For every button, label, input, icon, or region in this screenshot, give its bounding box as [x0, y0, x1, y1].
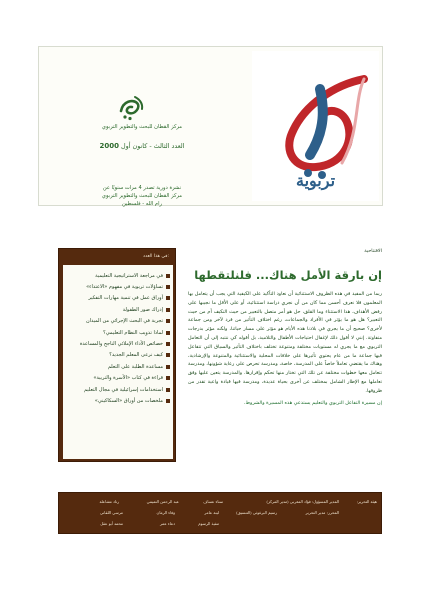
- issue-label: العدد الثالث - كانون أول: [121, 142, 185, 150]
- square-bullet-icon: [166, 342, 170, 346]
- contents-box: [58, 248, 176, 462]
- contents-item[interactable]: [63, 395, 173, 406]
- square-bullet-icon: [166, 331, 170, 335]
- square-bullet-icon: [166, 365, 170, 369]
- contents-item-label: أوراق عمل في تنمية مهارات التفكير: [88, 295, 163, 302]
- contents-item[interactable]: [63, 373, 173, 384]
- square-bullet-icon: [166, 285, 170, 289]
- staff-entry: محمد أبو عقل: [100, 521, 123, 526]
- contents-heading: في هذا العدد:: [143, 254, 169, 259]
- staff-entry: مرسي اللقاني: [99, 510, 123, 515]
- brand-word: تربوية: [295, 171, 336, 190]
- contents-list: [63, 265, 173, 459]
- qattan-logo-icon: [115, 93, 149, 123]
- article-body: [188, 290, 382, 448]
- square-bullet-icon: [166, 353, 170, 357]
- brand-logo: [252, 51, 379, 201]
- contents-item[interactable]: [63, 338, 173, 349]
- center-name: مركز القطان للبحث والتطوير التربوي: [101, 124, 183, 130]
- contents-item-label: لماذا تذويب النظام التعليمي؟: [103, 329, 163, 336]
- contents-item[interactable]: [63, 316, 173, 327]
- staff-label: هيئة التحرير:: [356, 499, 377, 504]
- article-paragraph: إن مسيرة التفاعل التربوي والتعليم يستدعي هذه المسيرة والشروط.: [243, 399, 382, 406]
- square-bullet-icon: [166, 296, 170, 300]
- square-bullet-icon: [166, 399, 170, 403]
- staff-entry: رناد مشاعلة: [99, 499, 119, 504]
- contents-item-label: في مراجعة الاستراتيجية التعليمية: [95, 272, 163, 279]
- masthead: [38, 46, 383, 206]
- contents-item-label: كيف نرعى المعلم الجديد؟: [109, 352, 163, 359]
- publisher-location: رام الله - فلسطين: [121, 201, 163, 207]
- staff-entry: وفاء الرمان: [156, 510, 175, 515]
- staff-entry: رسيم البرغوثي (التنسيق): [236, 510, 277, 515]
- article-paragraph: ربما من المفيد في هذه الظروف الاستثنائية أن نعاود التأكيد على الكيفية التي يجب أن يتعامل بها المعلمون فلا نعرف أحسن مما كان من أن نجري دراسة استثنائية، أو على الأقل ما نجيبها على رفض الأهداف، هذا الاستثناء وما القلق، حل هو أمر متصل بالتعبير من حيث التكيف أم من حيث التعبير؟ هل هو ما يؤثر في الأفراد والجماعات، رغم اختلاف التأثير من فرد لآخر ومن جماعة لأخرى؟ صحيح أن ما يجري في بلادنا هذه الأيام هو مؤثر على مسار حياتنا، ولكنه مؤثر بدرجات متفاوتة. إنني لا أقول ذلك لإغفال احتياجات الأطفال والتلاميذ، بل أقوله كي ننتبه إلى أن التعامل التربوي مع ما يجري له مستويات مختلفة ومتنوعة تختلف باختلاف التأثير والسياق التي تتفاعل فيها جماعة ما من عام يحتوي تأثيرها على خلافات المحلية والاستثنائية والمتنوعة والإرشادية، وهناك ما يقتضي تعاملاً خاصاً على المدرسة، خاصة، ومدرسة تحرص على رعاية شؤونها، ومدرسة تتعامل معها خطوات مختلفة عن تلك التي تختار منها تحكم وإقرارها. والمدرسة يتعين عليها وفق تعاملها مع الإطار الشامل بمختلف عن أخرى بحياة عديدة، ومدرسة فيها قيادة واعية تقدر من ظروفها.: [188, 291, 382, 394]
- contents-item[interactable]: [63, 293, 173, 304]
- contents-item[interactable]: [63, 327, 173, 338]
- contents-item-label: استخدامات إسرائيلية في مجال التعليم: [83, 386, 163, 393]
- contents-item[interactable]: [63, 384, 173, 395]
- issue-line: [39, 142, 245, 150]
- contents-item[interactable]: [63, 281, 173, 292]
- contents-item-label: تساؤلات تربوية في مفهوم «الاعتداء»: [86, 284, 163, 291]
- square-bullet-icon: [166, 376, 170, 380]
- article-headline: إن بارقة الأمل هناك... فلنلتقطها: [194, 268, 382, 282]
- contents-item[interactable]: [63, 304, 173, 315]
- staff-entry: دعاء عمر: [159, 521, 175, 526]
- publication-line: نشرة دورية تصدر 4 مرات سنويًا عن: [102, 185, 182, 191]
- masthead-info-panel: [39, 47, 245, 205]
- publisher-name: مركز القطان للبحث والتطوير التربوي: [101, 193, 183, 199]
- square-bullet-icon: [166, 308, 170, 312]
- contents-item-label: ملخصات من أوراق «السكاكيني»: [94, 397, 163, 404]
- square-bullet-icon: [166, 388, 170, 392]
- contents-item-label: مساعدة الطلبة على التعلم: [107, 363, 163, 370]
- staff-entry: عبد الرحمن التميمي: [146, 499, 179, 504]
- section-title: الافتتاحية: [364, 249, 382, 254]
- contents-item[interactable]: [63, 350, 173, 361]
- staff-entry: لينة عامر: [204, 510, 219, 515]
- square-bullet-icon: [166, 319, 170, 323]
- square-bullet-icon: [166, 274, 170, 278]
- contents-item-label: إدراك صور الطفولة: [122, 306, 163, 313]
- staff-entry: تنفيذ الرسوم: [198, 521, 219, 526]
- staff-box: [58, 492, 382, 534]
- staff-entry: المحرر: مدير التحرير: [305, 510, 339, 515]
- staff-entry: المدير المسؤول: فؤاد المغربي (مدير المركز): [266, 499, 339, 504]
- contents-item[interactable]: [63, 270, 173, 281]
- contents-item-label: خصائص الأداء الإملائي الناجح والمساعدة: [79, 341, 163, 348]
- contents-item[interactable]: [63, 361, 173, 372]
- staff-entry: سناء عساف: [203, 499, 223, 504]
- contents-item-label: تجربة في البحث الإجرائي من الميدان: [85, 318, 163, 325]
- contents-item-label: قراءة في كتاب «الأسرة والتربية»: [93, 375, 163, 382]
- issue-year: 2000: [99, 142, 119, 150]
